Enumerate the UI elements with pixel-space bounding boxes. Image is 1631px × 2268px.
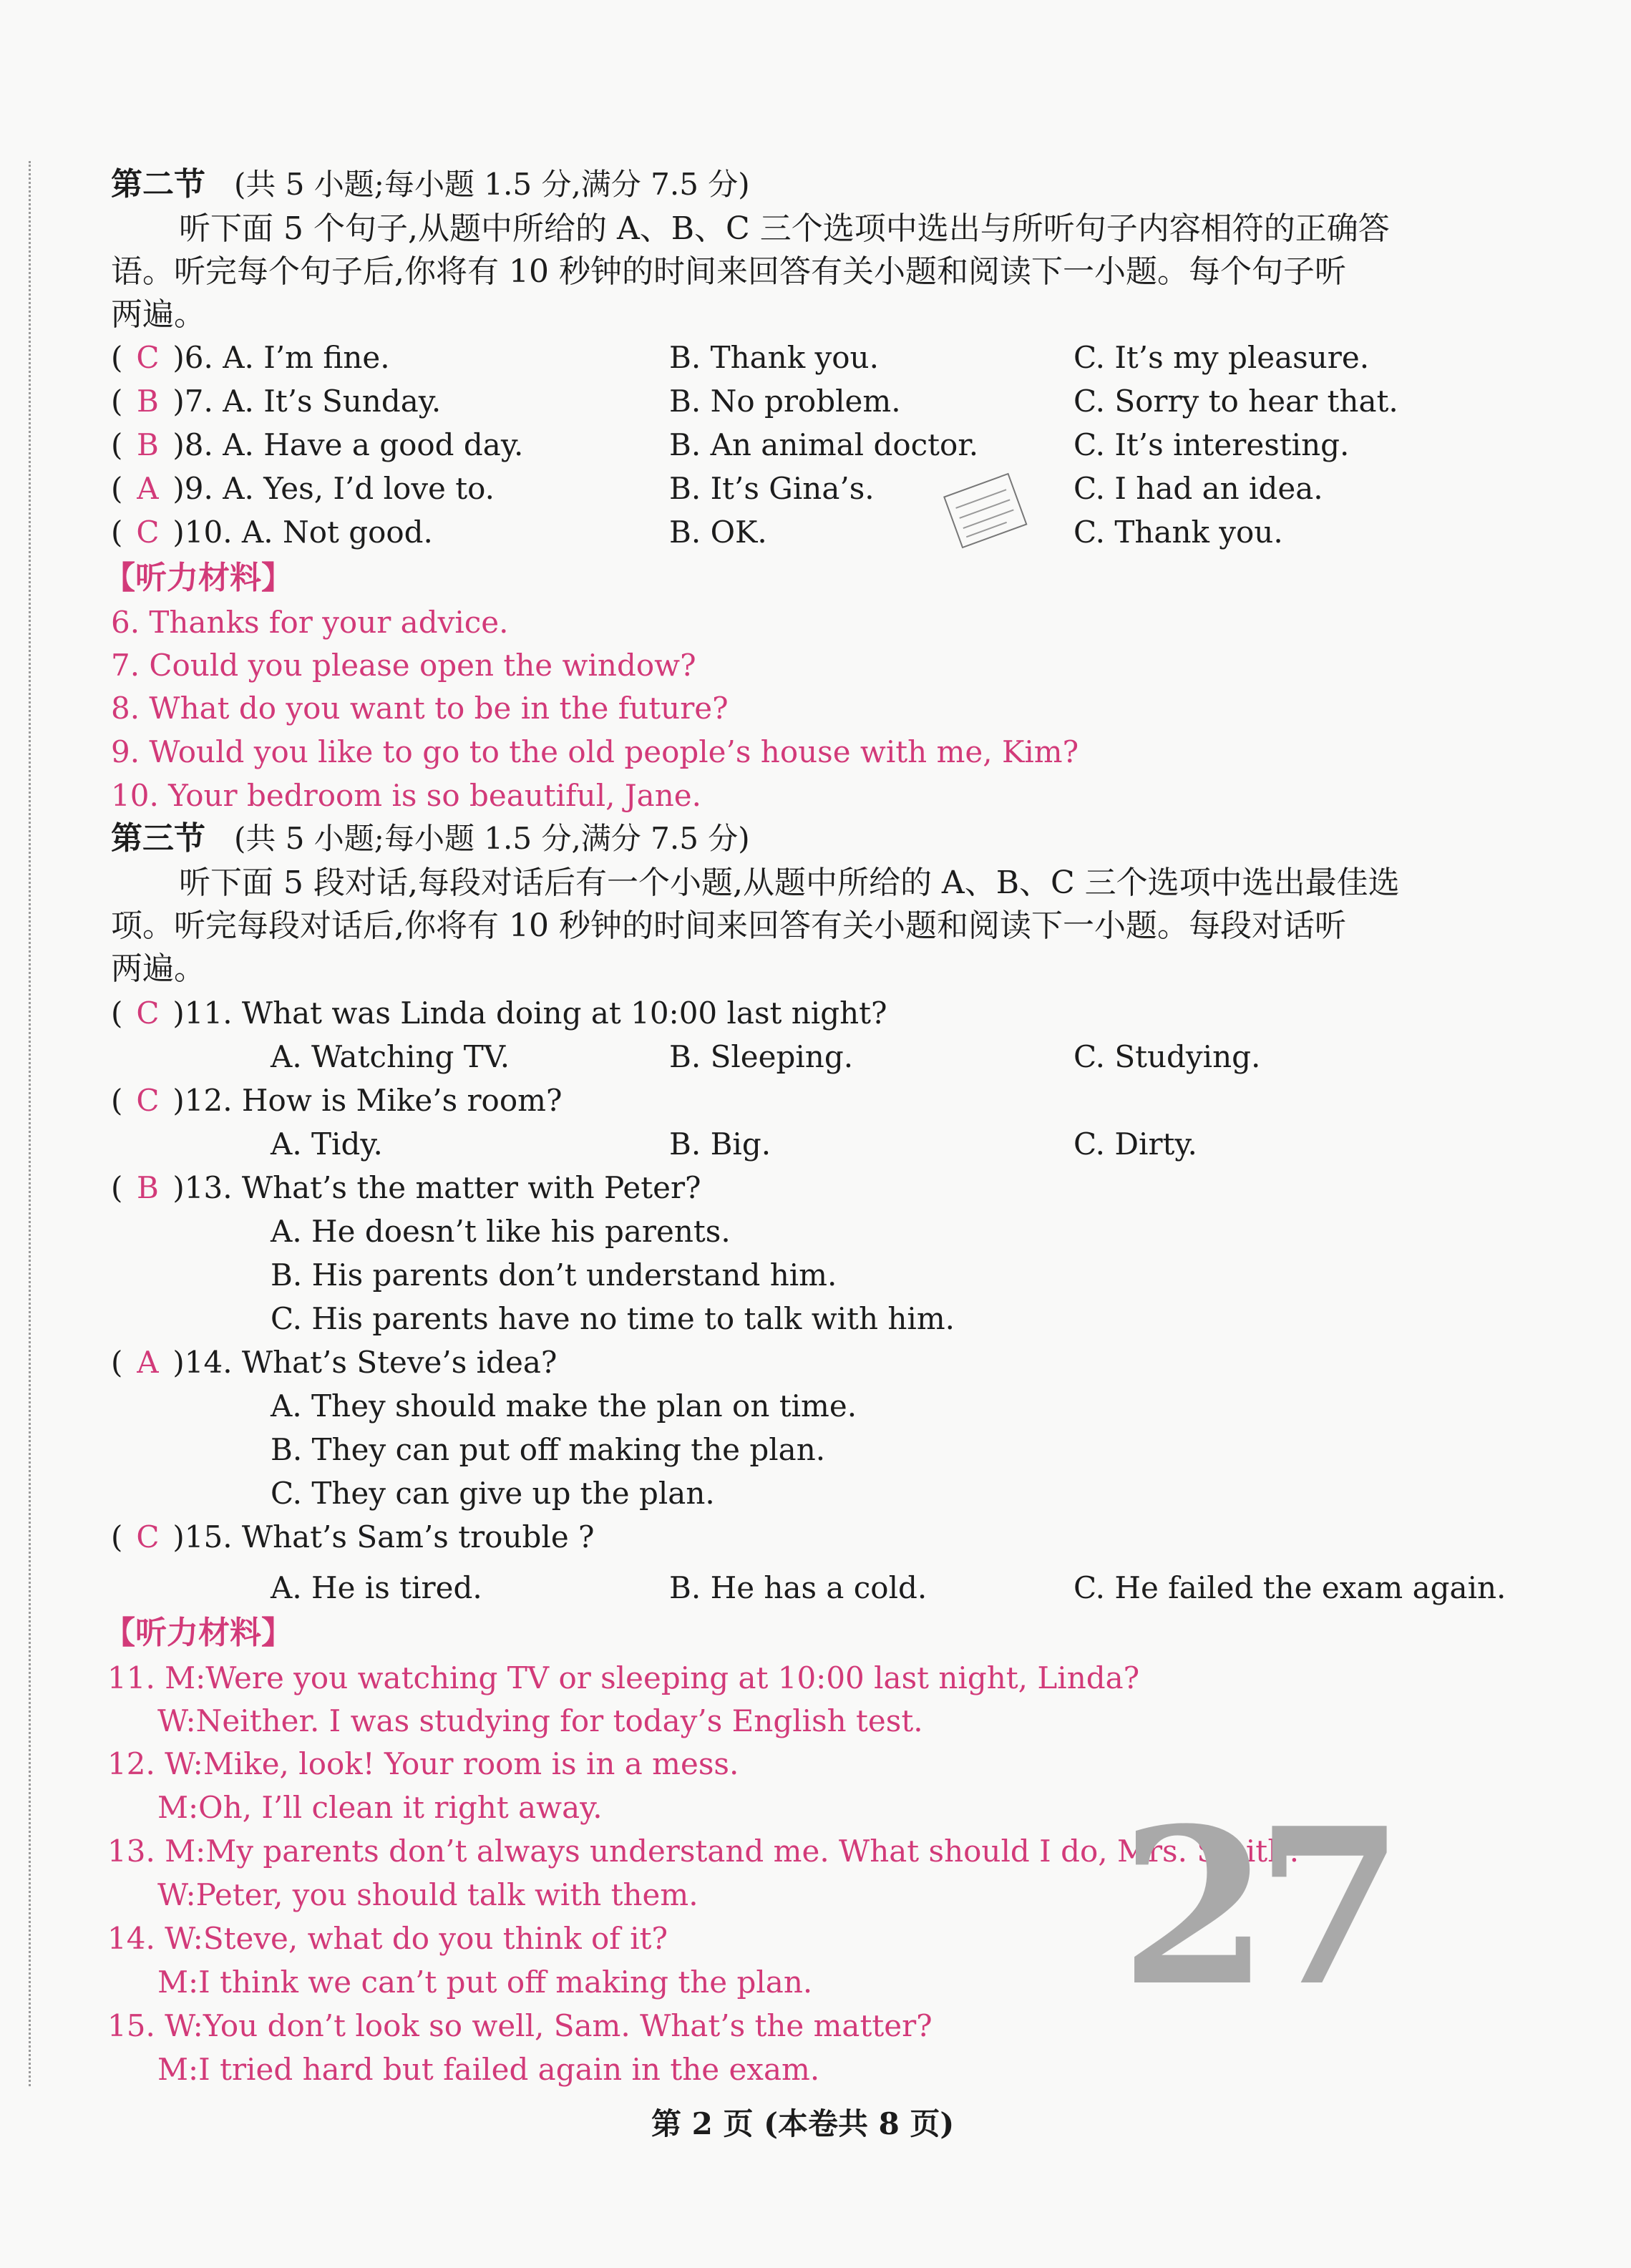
question-15-option-b: B. He has a cold.: [669, 1570, 928, 1605]
material-15-line-1: 15. W:You don’t look so well, Sam. What’s the matter?: [107, 2008, 933, 2043]
question-8: ( B )8. A. Have a good day.: [111, 424, 523, 467]
question-6-option-c: C. It’s my pleasure.: [1073, 340, 1370, 375]
material-6: 6. Thanks for your advice.: [111, 605, 509, 640]
question-7-option-c: C. Sorry to hear that.: [1073, 384, 1398, 419]
section2-instruction-1: 听下面 5 个句子,从题中所给的 A、B、C 三个选项中选出与所听句子内容相符的正确答: [179, 210, 1390, 247]
question-11-option-b: B. Sleeping.: [669, 1039, 854, 1074]
section3-material-title: 【听力材料】: [104, 1615, 293, 1651]
answer-11: C: [136, 996, 160, 1031]
question-8-option-b: B. An animal doctor.: [669, 427, 979, 462]
question-15-option-a: A. He is tired.: [271, 1570, 482, 1605]
question-13: ( B )13. What’s the matter with Peter?: [111, 1167, 701, 1210]
question-7-option-b: B. No problem.: [669, 384, 901, 419]
question-9-option-b: B. It’s Gina’s.: [669, 471, 875, 506]
answer-15: C: [136, 1519, 160, 1554]
answer-10: C: [136, 515, 160, 550]
section2-instruction-3: 两遍。: [111, 296, 205, 333]
question-12-option-b: B. Big.: [669, 1126, 771, 1162]
material-13-line-1: 13. M:My parents don’t always understand me. What should I do, Mrs. Smith?: [107, 1834, 1303, 1869]
material-11-line-1: 11. M:Were you watching TV or sleeping at 10:00 last night, Linda?: [107, 1660, 1140, 1695]
question-10-option-c: C. Thank you.: [1073, 515, 1283, 550]
question-8-option-c: C. It’s interesting.: [1073, 427, 1350, 462]
question-14-option-b: B. They can put off making the plan.: [271, 1432, 826, 1467]
section3-instruction-3: 两遍。: [111, 950, 205, 987]
material-14-line-2: M:I think we can’t put off making the plan.: [157, 1965, 813, 2000]
question-11-option-c: C. Studying.: [1073, 1039, 1261, 1074]
answer-14: A: [137, 1345, 159, 1380]
material-14-line-1: 14. W:Steve, what do you think of it?: [107, 1921, 668, 1956]
answer-9: A: [137, 471, 159, 506]
section3-instruction-2: 项。听完每段对话后,你将有 10 秒钟的时间来回答有关小题和阅读下一小题。每段对话听: [111, 907, 1346, 944]
question-14-option-c: C. They can give up the plan.: [271, 1476, 715, 1511]
question-12: ( C )12. How is Mike’s room?: [111, 1079, 562, 1122]
material-13-line-2: W:Peter, you should talk with them.: [157, 1877, 698, 1912]
question-6-option-b: B. Thank you.: [669, 340, 879, 375]
question-11-option-a: A. Watching TV.: [271, 1039, 510, 1074]
section3-instruction-1: 听下面 5 段对话,每段对话后有一个小题,从题中所给的 A、B、C 三个选项中选出最佳选: [179, 865, 1400, 901]
answer-12: C: [136, 1083, 160, 1118]
question-10: ( C )10. A. Not good.: [111, 511, 433, 554]
page-number-large: 27: [1120, 1781, 1391, 2033]
answer-7: B: [136, 384, 159, 419]
material-12-line-2: M:Oh, I’ll clean it right away.: [157, 1790, 603, 1825]
question-14-option-a: A. They should make the plan on time.: [271, 1388, 857, 1423]
question-7: ( B )7. A. It’s Sunday.: [111, 380, 441, 423]
stamp-icon: [934, 460, 1041, 563]
section3-heading: 第三节 (共 5 小题;每小题 1.5 分,满分 7.5 分): [111, 820, 750, 857]
material-8: 8. What do you want to be in the future?: [111, 691, 729, 726]
material-9: 9. Would you like to go to the old people’s house with me, Kim?: [111, 734, 1079, 769]
question-15-option-c: C. He failed the exam again.: [1073, 1570, 1506, 1605]
answer-8: B: [136, 427, 159, 462]
question-9-option-c: C. I had an idea.: [1073, 471, 1323, 506]
question-6: ( C )6. A. I’m fine.: [111, 336, 390, 379]
margin-dotted-line: [29, 161, 31, 2086]
material-15-line-2: M:I tried hard but failed again in the exam.: [157, 2052, 820, 2087]
material-12-line-1: 12. W:Mike, look! Your room is in a mess.: [107, 1746, 739, 1781]
material-11-line-2: W:Neither. I was studying for today’s English test.: [157, 1703, 923, 1738]
answer-6: C: [136, 340, 160, 375]
section2-material-title: 【听力材料】: [104, 560, 293, 596]
section2-heading: 第二节 (共 5 小题;每小题 1.5 分,满分 7.5 分): [111, 166, 750, 203]
page-footer: 第 2 页 (本卷共 8 页): [651, 2106, 955, 2141]
question-12-option-a: A. Tidy.: [271, 1126, 383, 1162]
question-13-option-c: C. His parents have no time to talk with him.: [271, 1301, 955, 1336]
question-13-option-b: B. His parents don’t understand him.: [271, 1257, 837, 1293]
question-9: ( A )9. A. Yes, I’d love to.: [111, 467, 495, 510]
material-7: 7. Could you please open the window?: [111, 648, 696, 683]
material-10: 10. Your bedroom is so beautiful, Jane.: [111, 778, 701, 813]
question-11: ( C )11. What was Linda doing at 10:00 last night?: [111, 992, 887, 1035]
section2-instruction-2: 语。听完每个句子后,你将有 10 秒钟的时间来回答有关小题和阅读下一小题。每个句子听: [111, 253, 1346, 290]
question-12-option-c: C. Dirty.: [1073, 1126, 1197, 1162]
answer-13: B: [136, 1170, 159, 1205]
question-15: ( C )15. What’s Sam’s trouble ?: [111, 1516, 595, 1559]
question-13-option-a: A. He doesn’t like his parents.: [271, 1214, 731, 1249]
question-10-option-b: B. OK.: [669, 515, 767, 550]
question-14: ( A )14. What’s Steve’s idea?: [111, 1341, 557, 1384]
